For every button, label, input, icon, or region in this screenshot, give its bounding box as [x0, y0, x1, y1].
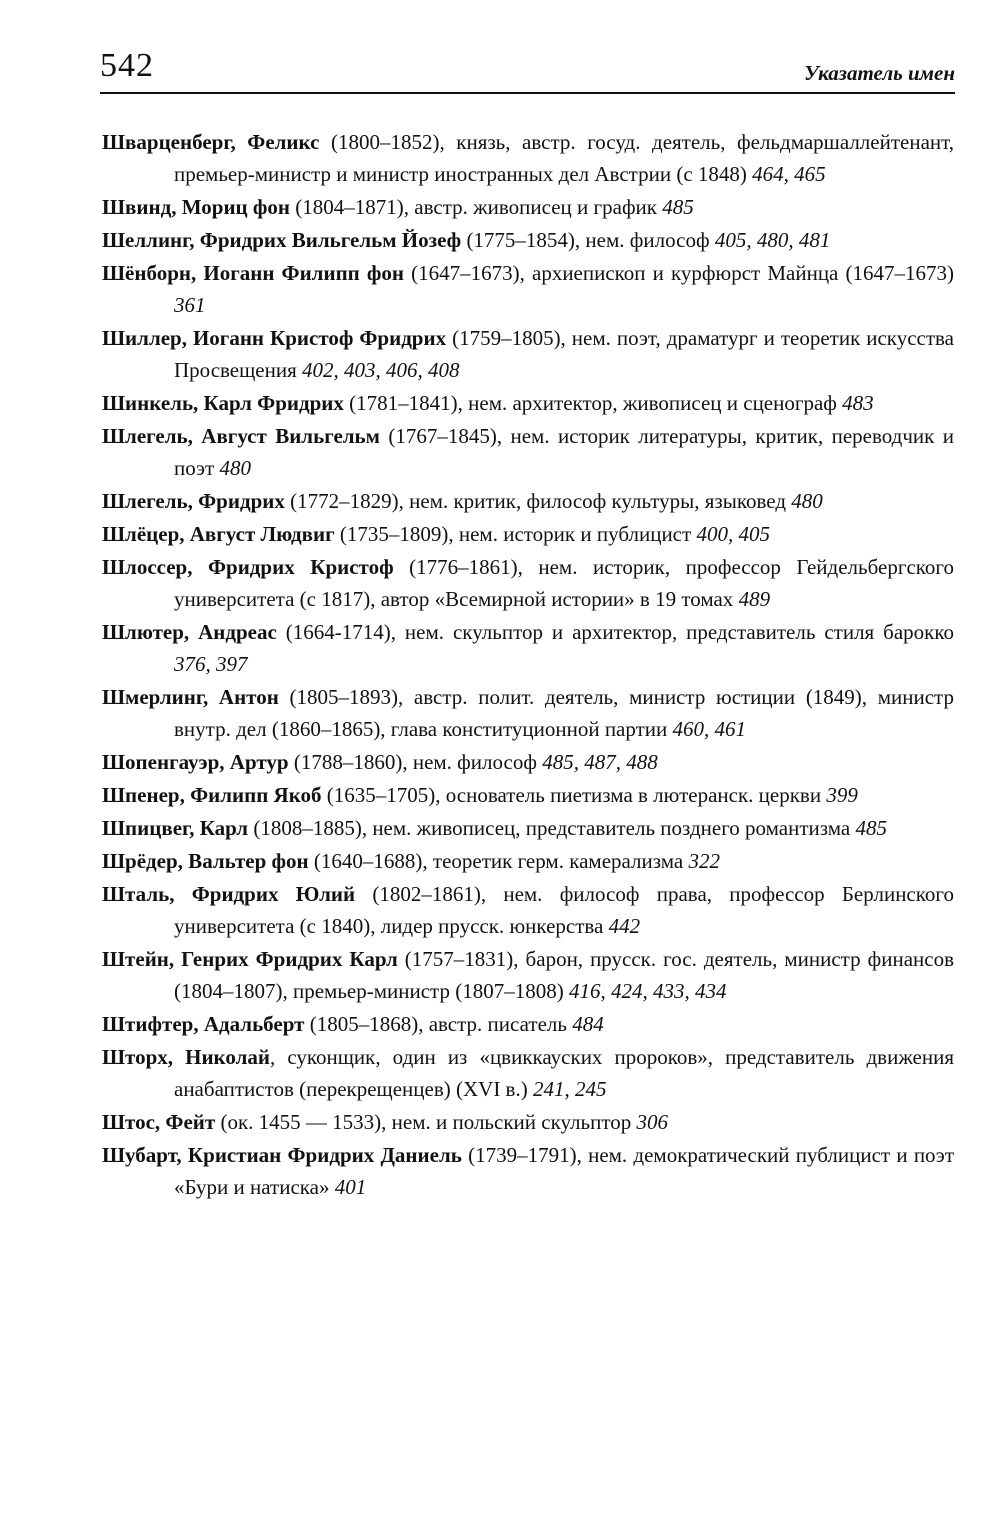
index-entry: [102, 322, 954, 386]
entry-pages: 483: [842, 391, 874, 415]
entry-pages: 416, 424, 433, 434: [568, 979, 727, 1003]
entry-pages: 442: [608, 914, 641, 938]
entry-pages: 401: [334, 1175, 367, 1199]
entry-name: Шварценберг, Феликс: [102, 130, 320, 154]
entry-name: Шмерлинг, Антон: [102, 685, 279, 709]
index-entry: [102, 845, 954, 877]
entry-name: Швинд, Мориц фон: [102, 195, 291, 219]
index-entry: [102, 387, 954, 419]
entry-description: (1802–1861), нем. философ права, профессор Берлинского университета (с 1840), лидер прусск. юнкерства: [174, 882, 954, 938]
index-entry: [102, 812, 954, 844]
entry-name: Штос, Фейт: [102, 1110, 216, 1134]
index-entry: [102, 681, 954, 745]
entry-pages: 405, 480, 481: [714, 228, 831, 252]
entry-description: (1739–1791), нем. демократический публицист и поэт «Бури и натиска»: [174, 1143, 955, 1199]
entry-description: (1800–1852), князь, австр. госуд. деятель, фельдмаршаллейтенант, премьер-министр и министр иностранных дел Австрии (с 1848): [174, 130, 954, 186]
entry-name: Шлегель, Август Вильгельм: [102, 424, 380, 448]
entry-pages: 480: [791, 489, 823, 513]
name-index-list: [102, 126, 954, 1204]
entry-name: Шеллинг, Фридрих Вильгельм Йозеф: [102, 228, 462, 252]
entry-name: Шопенгауэр, Артур: [102, 750, 289, 774]
entry-description: (1647–1673), архиепископ и курфюрст Майнца (1647–1673): [404, 261, 954, 285]
entry-name: Шёнборн, Иоганн Филипп фон: [102, 261, 405, 285]
entry-name: Шлегель, Фридрих: [102, 489, 285, 513]
index-entry: [102, 1008, 954, 1040]
entry-pages: 322: [688, 849, 720, 873]
index-entry: [102, 878, 954, 942]
index-entry: [102, 1041, 954, 1105]
index-entry: [102, 191, 954, 223]
index-entry: [102, 224, 954, 256]
page-number: 542: [100, 47, 154, 84]
entry-name: Шлёцер, Август Людвиг: [102, 522, 335, 546]
entry-name: Шрёдер, Вальтер фон: [102, 849, 309, 873]
entry-description: (1735–1809), нем. историк и публицист: [334, 522, 697, 546]
entry-pages: 376, 397: [174, 652, 248, 676]
entry-name: Шпенер, Филипп Якоб: [102, 783, 322, 807]
entry-description: (1767–1845), нем. историк литературы, критик, переводчик и поэт: [174, 424, 954, 480]
entry-pages: 402, 403, 406, 408: [302, 358, 460, 382]
entry-description: (1781–1841), нем. архитектор, живописец и сценограф: [343, 391, 843, 415]
entry-description: (1804–1871), австр. живописец и график: [290, 195, 663, 219]
index-entry: [102, 518, 954, 550]
entry-pages: 489: [738, 587, 771, 611]
entry-name: Шинкель, Карл Фридрих: [102, 391, 344, 415]
entry-pages: 485: [662, 195, 694, 219]
entry-pages: 484: [572, 1012, 604, 1036]
index-entry: [102, 551, 954, 615]
entry-pages: 480: [219, 456, 251, 480]
entry-description: (ок. 1455 — 1533), нем. и польский скульптор: [215, 1110, 637, 1134]
entry-name: Штейн, Генрих Фридрих Карл: [102, 947, 398, 971]
entry-name: Штифтер, Адальберт: [102, 1012, 305, 1036]
entry-name: Шталь, Фридрих Юлий: [102, 882, 356, 906]
index-entry: [102, 779, 954, 811]
entry-description: (1805–1893), австр. полит. деятель, министр юстиции (1849), министр внутр. дел (1860–1865), глава конституционной партии: [174, 685, 954, 741]
entry-name: Шубарт, Кристиан Фридрих Даниель: [102, 1143, 462, 1167]
running-title: Указатель имен: [804, 61, 955, 85]
entry-description: (1808–1885), нем. живописец, представитель позднего романтизма: [248, 816, 856, 840]
entry-pages: 399: [826, 783, 858, 807]
entry-description: (1757–1831), барон, прусск. гос. деятель, министр финансов (1804–1807), премьер-министр (1807–1808): [174, 947, 954, 1003]
entry-pages: 361: [174, 293, 206, 317]
entry-description: (1775–1854), нем. философ: [461, 228, 715, 252]
entry-description: (1776–1861), нем. историк, профессор Гейдельбергского университета (с 1817), автор «Всемирной истории» в 19 томах: [174, 555, 954, 611]
entry-description: (1772–1829), нем. критик, философ культуры, языковед: [284, 489, 792, 513]
entry-name: Шторх, Николай: [102, 1045, 270, 1069]
entry-pages: 485: [855, 816, 887, 840]
entry-description: (1664-1714), нем. скульптор и архитектор, представитель стиля барокко: [276, 620, 954, 644]
index-entry: [102, 746, 954, 778]
entry-description: (1640–1688), теоретик герм. камерализма: [308, 849, 689, 873]
entry-pages: 306: [636, 1110, 668, 1134]
entry-name: Шлоссер, Фридрих Кристоф: [102, 555, 394, 579]
index-entry: [102, 257, 954, 321]
entry-pages: 241, 245: [532, 1077, 607, 1101]
entry-description: (1805–1868), австр. писатель: [304, 1012, 573, 1036]
entry-name: Шпицвег, Карл: [102, 816, 249, 840]
entry-name: Шиллер, Иоганн Кристоф Фридрих: [102, 326, 447, 350]
index-entry: [102, 126, 954, 190]
entry-pages: 400, 405: [696, 522, 770, 546]
entry-description: (1759–1805), нем. поэт, драматург и теоретик искусства Просвещения: [174, 326, 954, 382]
index-entry: [102, 616, 954, 680]
entry-description: (1788–1860), нем. философ: [288, 750, 543, 774]
entry-name: Шлютер, Андреас: [102, 620, 277, 644]
index-entry: [102, 1106, 954, 1138]
index-entry: [102, 420, 954, 484]
index-entry: [102, 1139, 954, 1203]
page-header: [100, 42, 955, 94]
entry-pages: 460, 461: [672, 717, 747, 741]
index-entry: [102, 943, 954, 1007]
entry-pages: 464, 465: [752, 162, 826, 186]
entry-description: (1635–1705), основатель пиетизма в лютеранск. церкви: [321, 783, 827, 807]
entry-pages: 485, 487, 488: [542, 750, 658, 774]
index-entry: [102, 485, 954, 517]
entry-description: , суконщик, один из «цвиккауских пророков», представитель движения анабаптистов (перекрещенцев) (XVI в.): [174, 1045, 955, 1101]
